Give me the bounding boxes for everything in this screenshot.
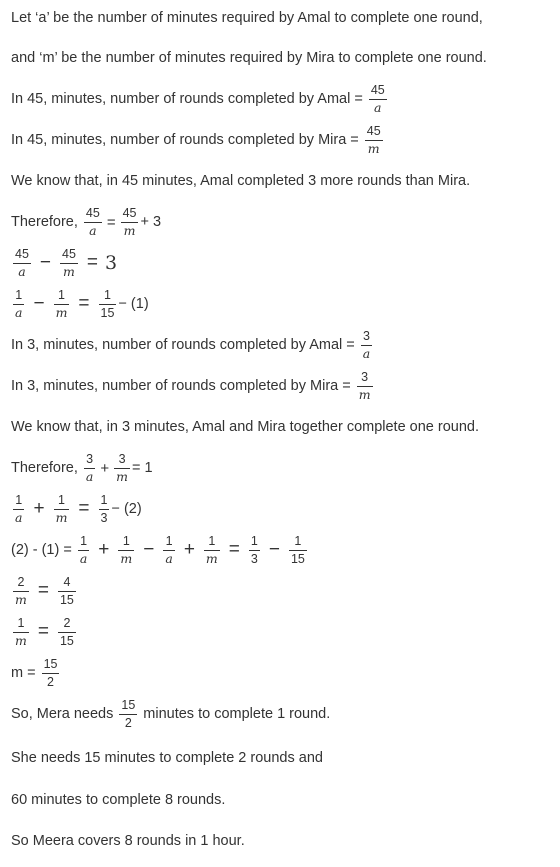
- operator: =: [78, 498, 90, 519]
- text-line: [11, 782, 552, 818]
- denominator: m: [15, 591, 27, 607]
- fraction: [78, 535, 89, 565]
- line-text: In 3, minutes, number of rounds completed by Amal =: [11, 337, 355, 353]
- fraction: [13, 617, 29, 647]
- text-line: [11, 327, 552, 363]
- fraction: [357, 371, 373, 401]
- fraction: [289, 535, 307, 565]
- numerator: 1: [100, 493, 108, 507]
- denominator: m: [60, 263, 78, 279]
- fraction: [99, 494, 110, 524]
- numerator: 3: [361, 370, 369, 384]
- fraction: [121, 207, 139, 237]
- fraction: [204, 535, 220, 565]
- text-line: [11, 163, 552, 199]
- equation-line: [11, 532, 552, 568]
- equation-label: − (1): [118, 296, 149, 312]
- line-text: She needs 15 minutes to complete 2 rounds and: [11, 750, 323, 766]
- line-text: + 3: [140, 214, 162, 230]
- operator: =: [86, 252, 99, 273]
- denominator: a: [84, 222, 102, 238]
- denominator: a: [369, 99, 387, 115]
- equation-line: [11, 491, 552, 527]
- text-line: [11, 740, 552, 776]
- fraction: [163, 535, 174, 565]
- denominator: 15: [290, 551, 305, 566]
- fraction: [60, 248, 78, 278]
- line-text: minutes to complete 1 round.: [143, 706, 331, 722]
- denominator: a: [13, 263, 31, 279]
- numerator: 45: [366, 124, 381, 138]
- denominator: m: [116, 468, 128, 484]
- denominator: 15: [59, 633, 74, 648]
- fraction: [13, 289, 24, 319]
- line-text: Therefore,: [11, 214, 78, 230]
- numerator: 1: [294, 534, 302, 548]
- text-line: [11, 0, 552, 36]
- numerator: 45: [85, 206, 100, 220]
- numerator: 1: [15, 288, 23, 302]
- fraction: [58, 576, 76, 606]
- operator: −: [268, 539, 280, 560]
- fraction: [249, 535, 260, 565]
- operator: =: [78, 293, 90, 314]
- fraction: [361, 330, 372, 360]
- equation-line: [11, 450, 552, 486]
- text-line: [11, 368, 552, 404]
- text-line: [11, 409, 552, 445]
- line-text: So, Mera needs: [11, 706, 114, 722]
- numerator: 1: [250, 534, 258, 548]
- denominator: 3: [250, 551, 258, 566]
- fraction: [13, 494, 24, 524]
- equation-line: [11, 655, 552, 691]
- line-text: and ‘m’ be the number of minutes required by Mira to complete one round.: [11, 50, 487, 66]
- numerator: 2: [63, 616, 71, 630]
- line-text: 60 minutes to complete 8 rounds.: [11, 792, 226, 808]
- denominator: a: [15, 304, 23, 320]
- fraction: [118, 535, 134, 565]
- denominator: m: [358, 386, 371, 402]
- text-line: [11, 40, 552, 76]
- line-text: We know that, in 45 minutes, Amal completed 3 more rounds than Mira.: [11, 173, 471, 189]
- numerator: 15: [121, 698, 136, 712]
- line-text: So Meera covers 8 rounds in 1 hour.: [11, 833, 245, 849]
- fraction: [54, 494, 70, 524]
- numerator: 45: [370, 83, 385, 97]
- denominator: a: [15, 509, 23, 525]
- numerator: 4: [63, 575, 71, 589]
- denominator: 2: [42, 673, 60, 689]
- fraction: [99, 289, 117, 319]
- operator: +: [183, 539, 195, 560]
- line-text: In 3, minutes, number of rounds completed by Mira =: [11, 378, 351, 394]
- numerator: 1: [208, 534, 216, 548]
- text-line: [11, 81, 552, 117]
- line-text: In 45, minutes, number of rounds completed by Amal =: [11, 91, 363, 107]
- denominator: a: [165, 550, 173, 566]
- text-line: [11, 122, 552, 158]
- text-line: [11, 823, 552, 859]
- equation-line: [11, 245, 552, 281]
- line-text: Let ‘a’ be the number of minutes required by Amal to complete one round,: [11, 10, 483, 26]
- line-text: m =: [11, 665, 36, 681]
- numerator: 1: [58, 493, 65, 507]
- numerator: 45: [15, 247, 29, 261]
- numerator: 1: [122, 534, 130, 548]
- numerator: 45: [62, 247, 76, 261]
- numerator: 3: [86, 452, 94, 466]
- operator: −: [143, 539, 155, 560]
- numerator: 2: [17, 575, 25, 589]
- numerator: 45: [122, 206, 137, 220]
- operator: +: [33, 498, 45, 519]
- denominator: m: [15, 632, 27, 648]
- denominator: a: [362, 345, 371, 361]
- operator: −: [33, 293, 45, 314]
- line-text: = 1: [131, 460, 153, 476]
- line-text: Therefore,: [11, 460, 78, 476]
- fraction: [58, 617, 76, 647]
- fraction: [84, 453, 95, 483]
- operator: +: [100, 459, 110, 477]
- operator: =: [106, 213, 116, 231]
- fraction: [119, 699, 137, 729]
- denominator: m: [121, 222, 139, 238]
- fraction: [13, 576, 29, 606]
- equation-line: [11, 614, 552, 650]
- fraction: [84, 207, 102, 237]
- denominator: a: [79, 550, 88, 566]
- numerator: 1: [15, 493, 23, 507]
- fraction: [13, 248, 31, 278]
- denominator: 15: [59, 592, 74, 607]
- numerator: 1: [165, 534, 173, 548]
- denominator: m: [55, 509, 68, 525]
- fraction: [365, 125, 383, 155]
- denominator: 2: [119, 714, 137, 730]
- value: 3: [105, 252, 118, 274]
- equation-line: [11, 573, 552, 609]
- operator: =: [37, 621, 49, 642]
- denominator: m: [205, 550, 218, 566]
- equation-line: [11, 204, 552, 240]
- denominator: a: [85, 468, 94, 484]
- fraction: [42, 658, 60, 688]
- numerator: 3: [363, 329, 370, 343]
- numerator: 15: [43, 657, 58, 671]
- denominator: m: [55, 304, 68, 320]
- numerator: 1: [80, 534, 88, 548]
- numerator: 1: [58, 288, 65, 302]
- denominator: 15: [100, 305, 115, 320]
- denominator: m: [365, 140, 383, 156]
- operator: +: [98, 539, 110, 560]
- equation-label: − (2): [111, 501, 142, 517]
- denominator: m: [120, 550, 133, 566]
- denominator: 3: [100, 510, 108, 525]
- line-text: We know that, in 3 minutes, Amal and Mira together complete one round.: [11, 419, 480, 435]
- line-text: (2) - (1) =: [11, 542, 72, 558]
- equation-line: [11, 286, 552, 322]
- fraction: [114, 453, 130, 483]
- operator: =: [37, 580, 49, 601]
- numerator: 1: [17, 616, 25, 630]
- text-line: [11, 696, 552, 732]
- operator: −: [39, 252, 52, 273]
- line-text: In 45, minutes, number of rounds completed by Mira =: [11, 132, 359, 148]
- operator: =: [228, 539, 240, 560]
- fraction: [369, 84, 387, 114]
- numerator: 3: [118, 452, 126, 466]
- fraction: [54, 289, 70, 319]
- numerator: 1: [104, 288, 111, 302]
